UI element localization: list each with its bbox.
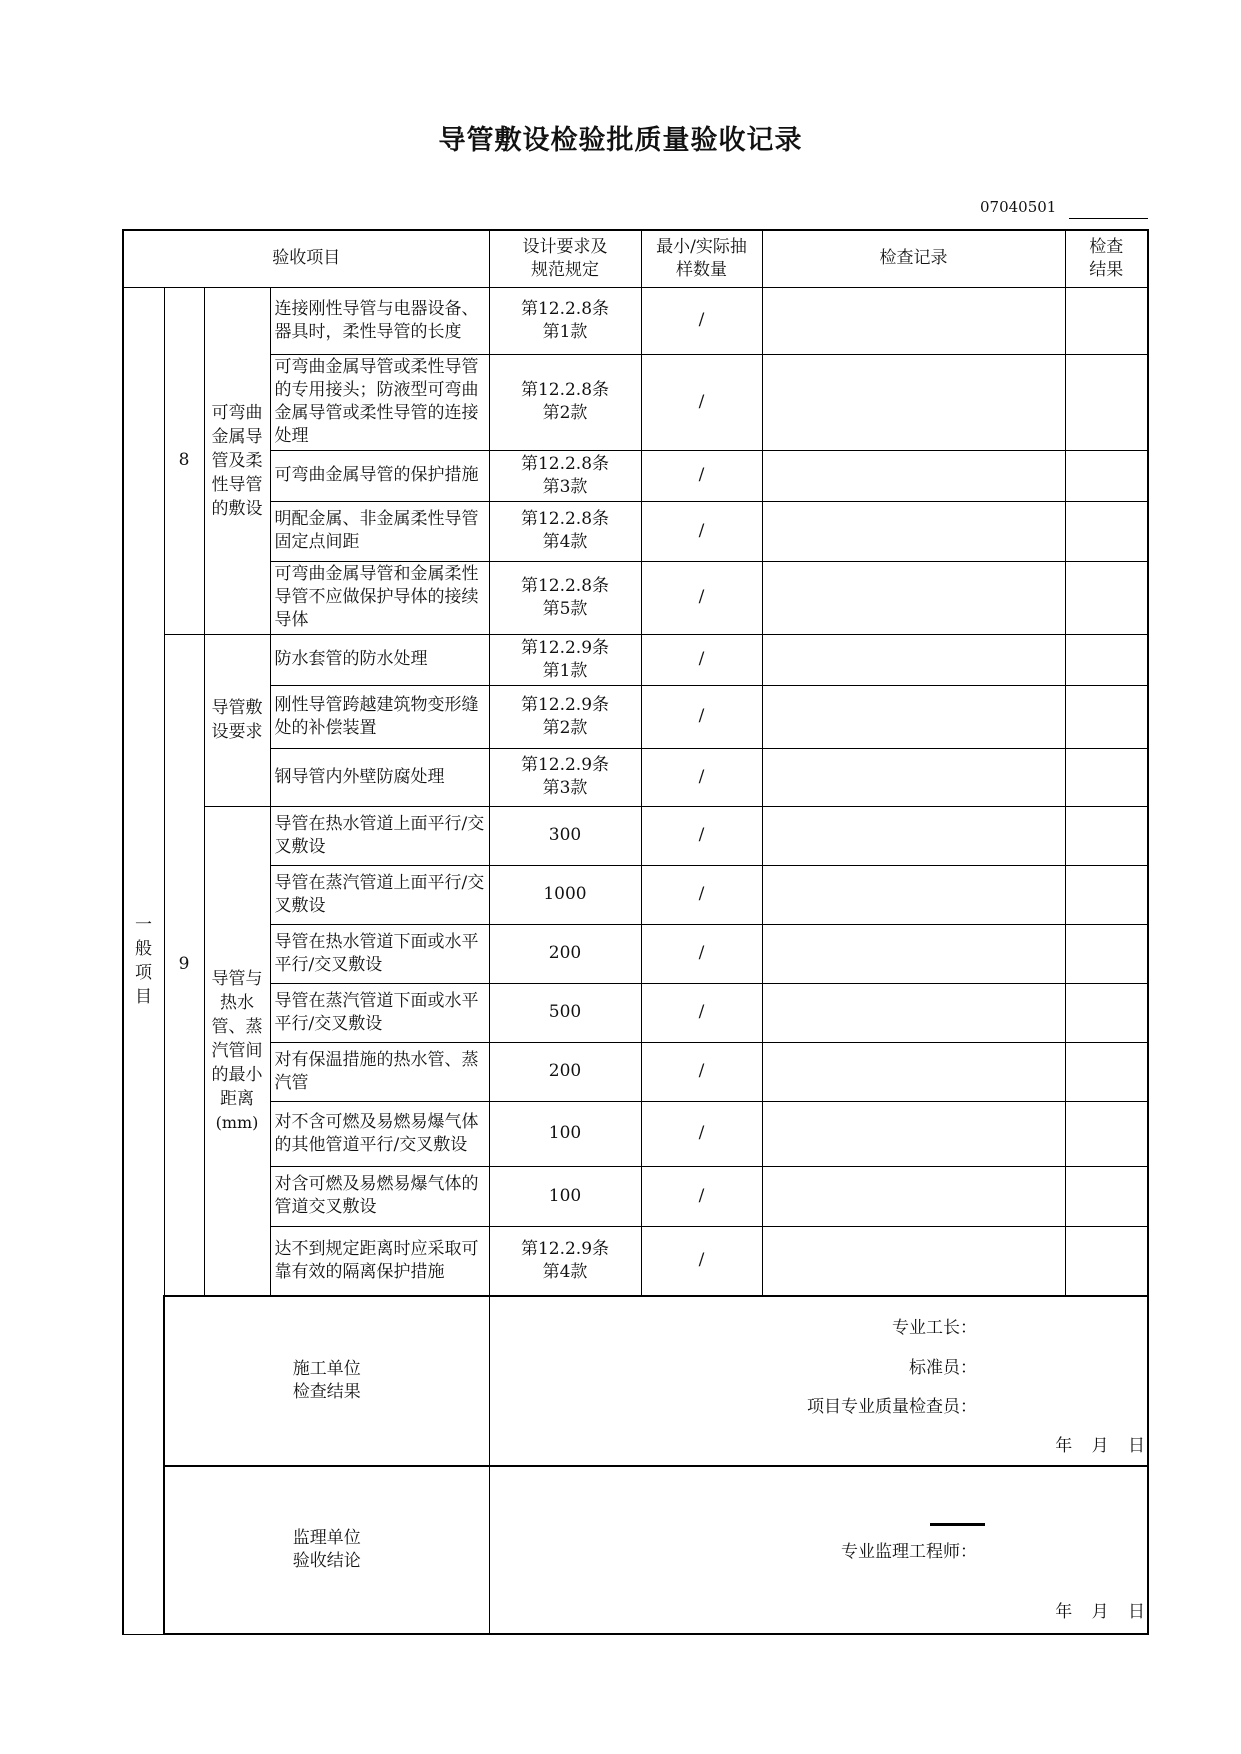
sample-cell: / bbox=[641, 634, 762, 685]
design-cell: 300 bbox=[489, 806, 641, 865]
record-cell[interactable] bbox=[762, 1166, 1065, 1226]
supervision-row bbox=[123, 1466, 1148, 1634]
table-row bbox=[123, 1101, 1148, 1166]
table-row bbox=[123, 865, 1148, 924]
group9-sub1-name: 导管敷设要求 bbox=[211, 698, 263, 742]
item-cell: 可弯曲金属导管和金属柔性导管不应做保护导体的接续导体 bbox=[270, 561, 489, 634]
record-cell[interactable] bbox=[762, 685, 1065, 748]
table-row bbox=[123, 354, 1148, 450]
header-row bbox=[123, 230, 1148, 287]
design-cell: 500 bbox=[489, 983, 641, 1042]
record-cell[interactable] bbox=[762, 1101, 1065, 1166]
item-cell: 导管在蒸汽管道上面平行/交叉敷设 bbox=[270, 865, 489, 924]
page-title: 导管敷设检验批质量验收记录 bbox=[438, 125, 803, 156]
result-cell[interactable] bbox=[1065, 685, 1148, 748]
result-cell[interactable] bbox=[1065, 501, 1148, 561]
record-cell[interactable] bbox=[762, 924, 1065, 983]
design-line1: 第12.2.8条 bbox=[520, 298, 610, 319]
item-cell: 连接刚性导管与电器设备、器具时，柔性导管的长度 bbox=[270, 287, 489, 354]
sample-cell: / bbox=[641, 354, 762, 450]
result-cell[interactable] bbox=[1065, 865, 1148, 924]
item-cell: 刚性导管跨越建筑物变形缝处的补偿装置 bbox=[270, 685, 489, 748]
design-line2: 第2款 bbox=[542, 717, 588, 738]
record-cell[interactable] bbox=[762, 561, 1065, 634]
design-line1: 第12.2.8条 bbox=[520, 453, 610, 474]
record-cell[interactable] bbox=[762, 865, 1065, 924]
record-cell[interactable] bbox=[762, 1226, 1065, 1296]
document-number: 07040501 bbox=[980, 198, 1057, 216]
supervision-date: 年 月 日 bbox=[1055, 1602, 1145, 1622]
record-cell[interactable] bbox=[762, 634, 1065, 685]
sample-cell: / bbox=[641, 865, 762, 924]
design-cell bbox=[489, 354, 641, 450]
design-cell bbox=[489, 287, 641, 354]
design-cell: 1000 bbox=[489, 865, 641, 924]
design-line2: 第2款 bbox=[542, 403, 588, 423]
header-design-text: 设计要求及规范规定 bbox=[522, 236, 608, 280]
sample-cell: / bbox=[641, 806, 762, 865]
result-cell[interactable] bbox=[1065, 748, 1148, 806]
item-cell: 导管在热水管道下面或水平平行/交叉敷设 bbox=[270, 924, 489, 983]
design-cell bbox=[489, 685, 641, 748]
table-row bbox=[123, 685, 1148, 748]
record-cell[interactable] bbox=[762, 450, 1065, 501]
document-number-line bbox=[1069, 218, 1148, 219]
construction-sign-cell[interactable] bbox=[489, 1296, 1148, 1466]
group8-name: 可弯曲金属导管及柔性导管的敷设 bbox=[211, 402, 263, 519]
design-line1: 第12.2.9条 bbox=[520, 1238, 610, 1259]
design-cell bbox=[489, 1226, 641, 1296]
result-cell[interactable] bbox=[1065, 983, 1148, 1042]
design-cell: 100 bbox=[489, 1166, 641, 1226]
design-line2: 第4款 bbox=[542, 1261, 588, 1282]
signature-mark bbox=[930, 1523, 985, 1526]
category-label: 一般项目 bbox=[135, 914, 152, 1007]
design-line2: 第1款 bbox=[542, 660, 588, 681]
record-cell[interactable] bbox=[762, 287, 1065, 354]
design-cell: 100 bbox=[489, 1101, 641, 1166]
table-row bbox=[123, 450, 1148, 501]
design-cell: 200 bbox=[489, 924, 641, 983]
design-cell bbox=[489, 450, 641, 501]
standard-label: 标准员： bbox=[909, 1358, 977, 1378]
item-cell: 达不到规定距离时应采取可靠有效的隔离保护措施 bbox=[270, 1226, 489, 1296]
table-row bbox=[123, 634, 1148, 685]
result-cell[interactable] bbox=[1065, 1101, 1148, 1166]
group9-sub2-unit: (mm) bbox=[215, 1113, 259, 1133]
item-cell: 对含可燃及易燃易爆气体的管道交叉敷设 bbox=[270, 1166, 489, 1226]
sample-cell: / bbox=[641, 287, 762, 354]
foreman-label: 专业工长： bbox=[892, 1318, 977, 1338]
sample-cell: / bbox=[641, 924, 762, 983]
design-line1: 第12.2.8条 bbox=[520, 380, 610, 400]
design-cell bbox=[489, 501, 641, 561]
group9-sub2-name: 导管与热水管、蒸汽管间的最小距离 bbox=[211, 969, 263, 1110]
sample-cell: / bbox=[641, 1226, 762, 1296]
inspection-table bbox=[122, 229, 1149, 1635]
result-cell[interactable] bbox=[1065, 450, 1148, 501]
table-row bbox=[123, 501, 1148, 561]
design-line1: 第12.2.9条 bbox=[520, 637, 610, 658]
result-cell[interactable] bbox=[1065, 1042, 1148, 1101]
group9-sub1-name-cell bbox=[204, 634, 270, 806]
record-cell[interactable] bbox=[762, 748, 1065, 806]
item-cell: 导管在蒸汽管道下面或水平平行/交叉敷设 bbox=[270, 983, 489, 1042]
design-cell: 200 bbox=[489, 1042, 641, 1101]
item-cell: 导管在热水管道上面平行/交叉敷设 bbox=[270, 806, 489, 865]
inspector-label: 项目专业质量检查员： bbox=[807, 1397, 977, 1417]
design-line1: 第12.2.8条 bbox=[520, 575, 610, 596]
result-cell[interactable] bbox=[1065, 287, 1148, 354]
result-cell[interactable] bbox=[1065, 634, 1148, 685]
sample-cell: / bbox=[641, 1101, 762, 1166]
header-result bbox=[1065, 230, 1148, 287]
record-cell[interactable] bbox=[762, 983, 1065, 1042]
supervision-label: 监理单位验收结论 bbox=[292, 1528, 361, 1571]
group9-sub2-name-cell bbox=[204, 806, 270, 1296]
design-line2: 第4款 bbox=[542, 532, 588, 552]
construction-row bbox=[123, 1296, 1148, 1466]
item-cell: 可弯曲金属导管或柔性导管的专用接头；防液型可弯曲金属导管或柔性导管的连接处理 bbox=[270, 354, 489, 450]
table-row bbox=[123, 1166, 1148, 1226]
table-row bbox=[123, 561, 1148, 634]
design-cell bbox=[489, 634, 641, 685]
construction-sign-area bbox=[490, 1297, 1148, 1465]
record-cell[interactable] bbox=[762, 1042, 1065, 1101]
sample-cell: / bbox=[641, 501, 762, 561]
item-cell: 对有保温措施的热水管、蒸汽管 bbox=[270, 1042, 489, 1101]
table-row bbox=[123, 983, 1148, 1042]
header-sample bbox=[641, 230, 762, 287]
design-line2: 第3款 bbox=[542, 476, 588, 497]
category-cell bbox=[123, 287, 164, 1634]
header-design bbox=[489, 230, 641, 287]
construction-label: 施工单位检查结果 bbox=[292, 1359, 361, 1402]
group8-name-cell bbox=[204, 287, 270, 634]
item-cell: 对不含可燃及易燃易爆气体的其他管道平行/交叉敷设 bbox=[270, 1101, 489, 1166]
supervision-sign-cell[interactable] bbox=[489, 1466, 1148, 1634]
record-cell[interactable] bbox=[762, 501, 1065, 561]
item-cell: 可弯曲金属导管的保护措施 bbox=[270, 450, 489, 501]
sample-cell: / bbox=[641, 983, 762, 1042]
record-cell[interactable] bbox=[762, 806, 1065, 865]
engineer-label: 专业监理工程师： bbox=[841, 1542, 977, 1562]
supervision-sign-area bbox=[490, 1467, 1148, 1633]
construction-date: 年 月 日 bbox=[1055, 1436, 1145, 1456]
design-line1: 第12.2.9条 bbox=[520, 694, 610, 715]
supervision-label-cell bbox=[164, 1466, 489, 1634]
sample-cell: / bbox=[641, 450, 762, 501]
result-cell[interactable] bbox=[1065, 561, 1148, 634]
table-row bbox=[123, 806, 1148, 865]
sample-cell: / bbox=[641, 561, 762, 634]
design-line1: 第12.2.8条 bbox=[520, 509, 610, 529]
result-cell[interactable] bbox=[1065, 1226, 1148, 1296]
sample-cell: / bbox=[641, 685, 762, 748]
item-cell: 防水套管的防水处理 bbox=[270, 634, 489, 685]
sample-cell: / bbox=[641, 1042, 762, 1101]
group9-number: 9 bbox=[164, 634, 204, 1296]
design-line2: 第1款 bbox=[542, 321, 588, 342]
header-item: 验收项目 bbox=[123, 230, 489, 287]
construction-label-cell bbox=[164, 1296, 489, 1466]
design-line2: 第3款 bbox=[542, 778, 588, 798]
design-cell bbox=[489, 748, 641, 806]
design-line2: 第5款 bbox=[542, 598, 588, 619]
header-sample-text: 最小/实际抽样数量 bbox=[656, 236, 747, 280]
sample-cell: / bbox=[641, 1166, 762, 1226]
design-cell bbox=[489, 561, 641, 634]
item-cell: 明配金属、非金属柔性导管固定点间距 bbox=[270, 501, 489, 561]
header-result-text: 检查结果 bbox=[1089, 236, 1124, 280]
result-cell[interactable] bbox=[1065, 806, 1148, 865]
header-record: 检查记录 bbox=[762, 230, 1065, 287]
design-line1: 第12.2.9条 bbox=[520, 755, 610, 775]
result-cell[interactable] bbox=[1065, 1166, 1148, 1226]
item-cell: 钢导管内外壁防腐处理 bbox=[270, 748, 489, 806]
record-cell[interactable] bbox=[762, 354, 1065, 450]
result-cell[interactable] bbox=[1065, 354, 1148, 450]
group8-number: 8 bbox=[164, 287, 204, 634]
table-row bbox=[123, 748, 1148, 806]
table-row bbox=[123, 1226, 1148, 1296]
table-row bbox=[123, 287, 1148, 354]
sample-cell: / bbox=[641, 748, 762, 806]
table-row bbox=[123, 924, 1148, 983]
result-cell[interactable] bbox=[1065, 924, 1148, 983]
table-row bbox=[123, 1042, 1148, 1101]
